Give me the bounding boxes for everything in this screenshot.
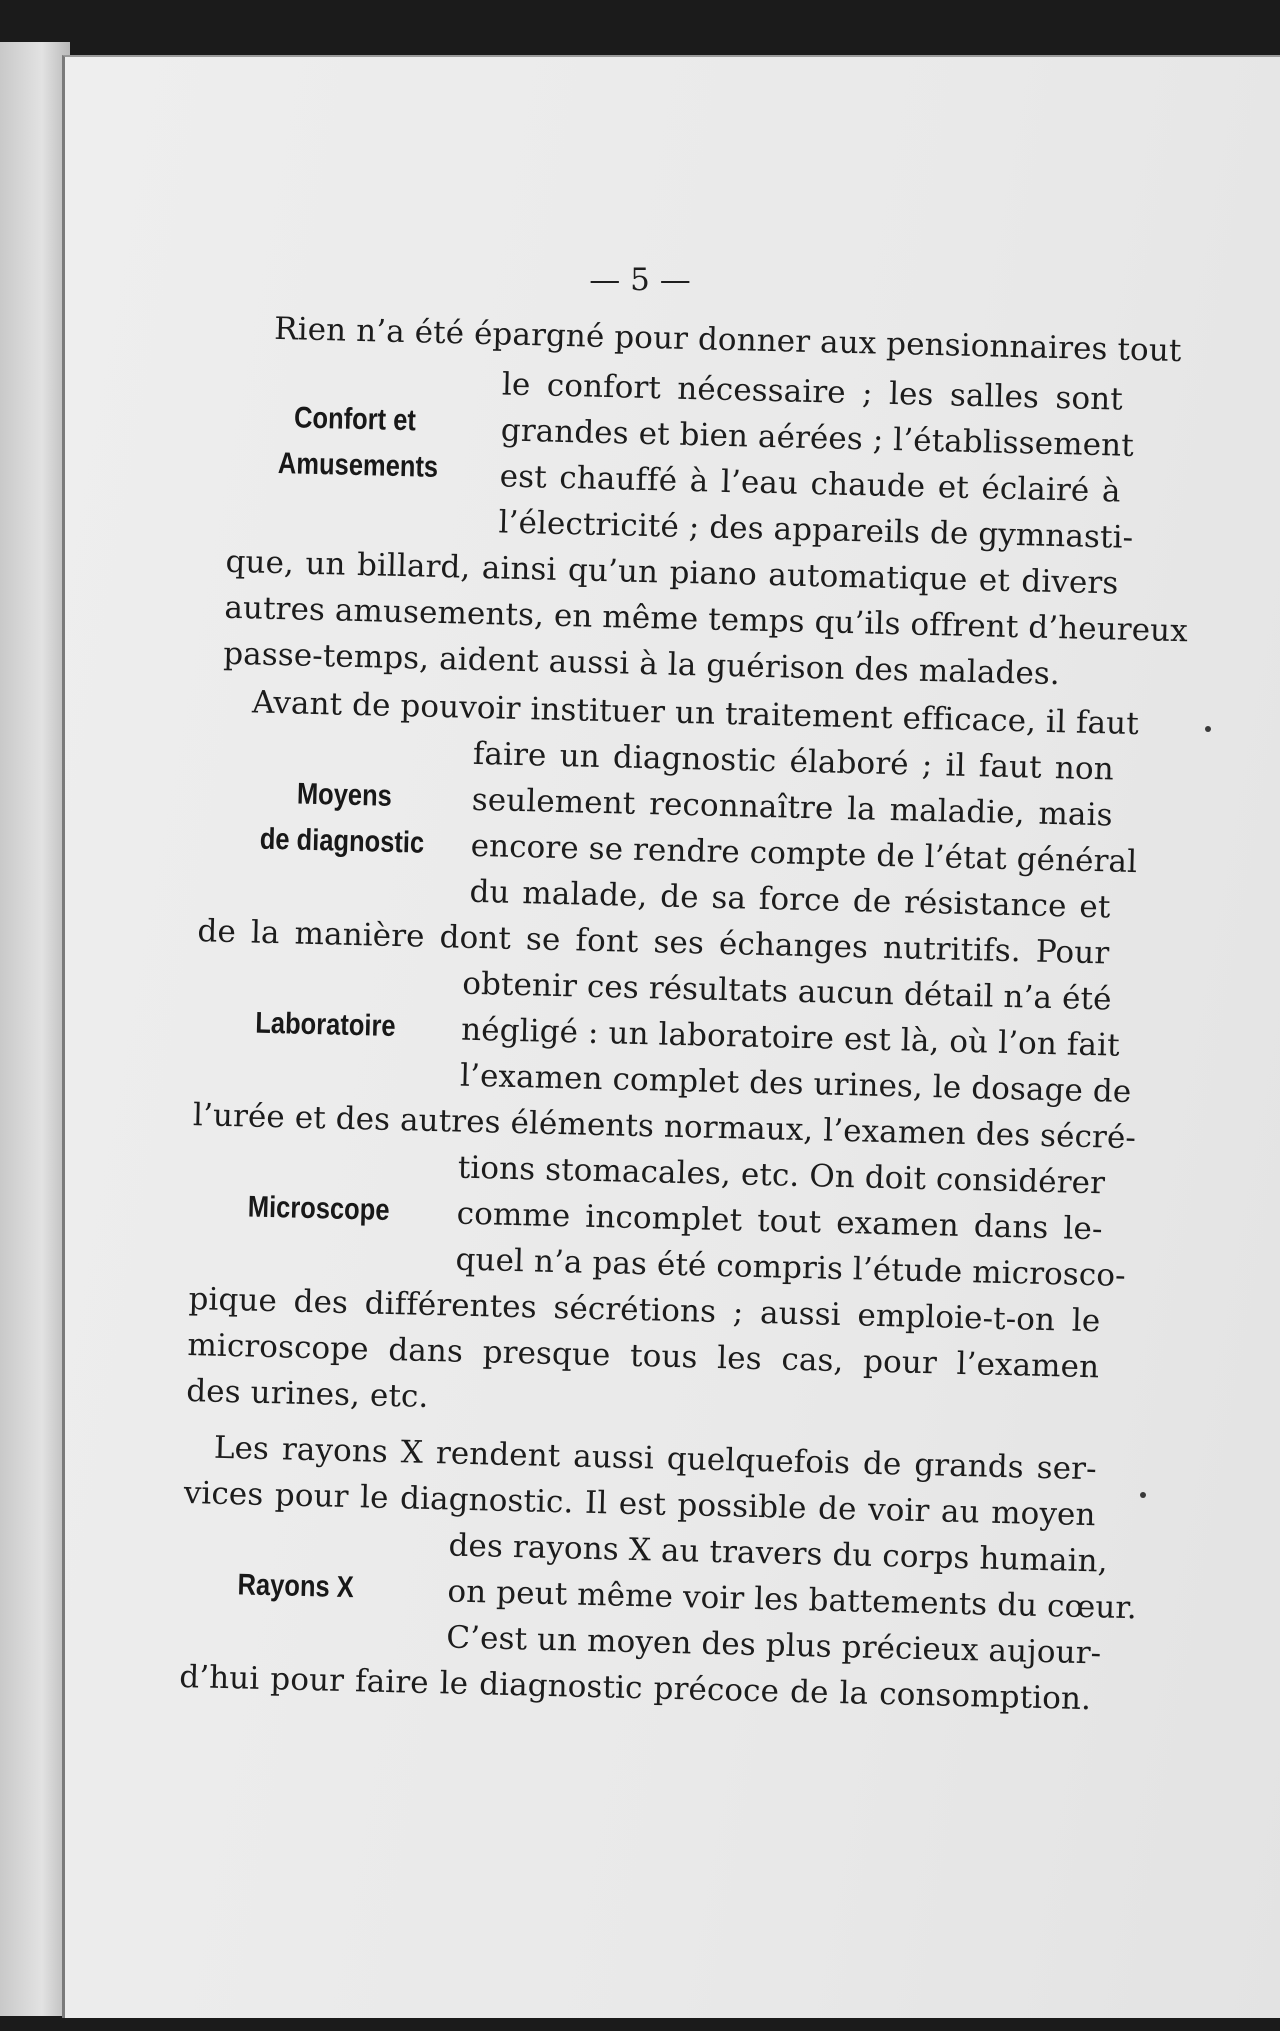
text-line: obtenir ces résultats aucun détail n’a été: [461, 965, 1112, 1018]
text-line: l’électricité ; des appareils de gymnasti-: [498, 504, 1134, 556]
text-line: Rien n’a été épargné pour donner aux pensionnaires tout: [273, 310, 1182, 370]
text-line: du malade, de sa force de résistance et: [469, 873, 1111, 926]
text-line: le confort nécessaire ; les salles sont: [501, 366, 1124, 418]
text-line: Avant de pouvoir instituer un traitement efficace, il faut: [251, 684, 1140, 743]
text-line: est chauffé à l’eau chaude et éclairé à: [499, 458, 1122, 510]
text-line: grandes et bien aérées ; l’établissement: [500, 412, 1135, 464]
scan-speck: [1140, 1492, 1146, 1498]
text-line: comme incomplet tout examen dans le-: [456, 1195, 1103, 1248]
margin-heading-microscope: Microscope: [247, 1190, 390, 1227]
text-line: faire un diagnostic élaboré ; il faut non: [472, 735, 1115, 788]
text-line: l’examen complet des urines, le dosage de: [459, 1057, 1132, 1111]
text-line: des urines, etc.: [185, 1373, 429, 1415]
text-line: des rayons X au travers du corps humain,: [448, 1527, 1109, 1580]
margin-heading-moyens: Moyens: [296, 777, 393, 813]
text-line: Les rayons X rendent aussi quelquefois de grands ser-: [213, 1429, 1098, 1488]
text-line: que, un billard, ainsi qu’un piano automatique et divers: [225, 543, 1119, 602]
margin-heading-amusements: Amusements: [277, 447, 439, 484]
text-line: négligé : un laboratoire est là, où l’on fait: [460, 1011, 1121, 1064]
text-line: d’hui pour faire le diagnostic précoce de la consomption.: [178, 1658, 1092, 1718]
text-line: autres amusements, en même temps qu’ils offrent d’heureux: [224, 589, 1189, 650]
text-line: quel n’a pas été compris l’étude microsco-: [455, 1241, 1127, 1294]
text-line: de la manière dont se font ses échanges nutritifs. Pour: [197, 913, 1110, 972]
text-line: l’urée et des autres éléments normaux, l’examen des sécré-: [192, 1097, 1137, 1157]
text-line: on peut même voir les battements du cœur.: [447, 1573, 1138, 1627]
text-line: passe-temps, aident aussi à la guérison des malades.: [222, 635, 1061, 693]
text-line: seulement reconnaître la maladie, mais: [471, 781, 1114, 834]
margin-heading-rayons-x: Rayons X: [237, 1568, 355, 1605]
text-line: microscope dans presque tous les cas, pour l’examen: [186, 1327, 1100, 1386]
scan-speck: [1205, 726, 1211, 732]
text-line: tions stomacales, etc. On doit considérer: [457, 1149, 1106, 1202]
margin-heading-diagnostic: de diagnostic: [259, 822, 425, 860]
text-line: encore se rendre compte de l’état général: [470, 827, 1138, 881]
text-line: pique des différentes sécrétions ; aussi emploie-t-on le: [188, 1281, 1101, 1340]
margin-heading-laboratoire: Laboratoire: [254, 1006, 396, 1044]
text-line: vices pour le diagnostic. Il est possible de voir au moyen: [183, 1475, 1096, 1534]
page-number: — 5 —: [589, 262, 691, 298]
text-line: C’est un moyen des plus précieux aujour-: [445, 1619, 1102, 1672]
margin-heading-confort: Confort et: [293, 401, 417, 438]
